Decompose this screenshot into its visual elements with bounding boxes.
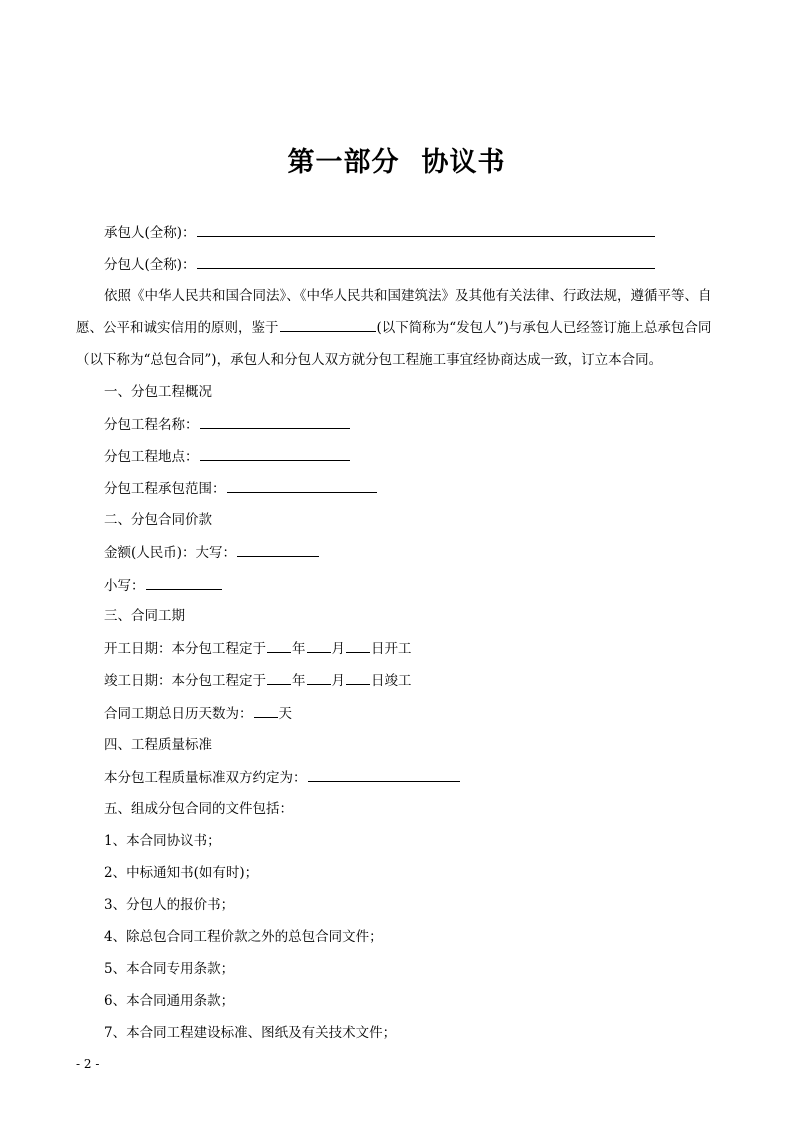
- subcontractor-blank: [197, 254, 655, 269]
- document-list-item: 7、本合同工程建设标准、图纸及有关技术文件；: [104, 1025, 397, 1041]
- start-month-label: 月: [331, 641, 345, 657]
- project-location-blank: [200, 446, 350, 461]
- intro-text-2: (以下简称为“发包人”)与承包人已经签订施上总承包合同（以下称为“总包合同”)，承包人和分包人双方就分包工程施工事宜经协商达成一致，订立本合同。: [76, 320, 712, 368]
- project-scope-blank: [227, 478, 377, 493]
- page-title: [0, 140, 793, 179]
- amount-figures-label: 小写：: [104, 578, 145, 594]
- subcontractor-label: 分包人(全称)：: [104, 257, 196, 273]
- project-scope-line: [104, 478, 378, 499]
- end-date-prefix: 竣工日期：本分包工程定于: [104, 673, 266, 689]
- amount-figures-line: [104, 575, 223, 596]
- quality-blank: [308, 767, 460, 782]
- intro-paragraph: [76, 280, 726, 376]
- quality-label: 本分包工程质量标准双方约定为：: [104, 770, 307, 786]
- end-year-blank: [267, 670, 291, 685]
- quality-line: [104, 767, 461, 788]
- document-list-item: 4、除总包合同工程价款之外的总包合同文件；: [104, 929, 383, 945]
- amount-line: [104, 542, 320, 563]
- section5-heading: 五、组成分包合同的文件包括：: [104, 801, 293, 817]
- amount-figures-blank: [146, 575, 222, 590]
- contractor-blank: [197, 222, 655, 237]
- amount-words-blank: [237, 542, 319, 557]
- start-month-blank: [307, 638, 331, 653]
- subcontractor-line: [104, 254, 656, 275]
- project-name-line: [104, 414, 351, 435]
- project-location-label: 分包工程地点：: [104, 449, 199, 465]
- start-day-blank: [346, 638, 370, 653]
- section2-heading: 二、分包合同价款: [104, 512, 212, 528]
- page-number: - 2 -: [76, 1057, 100, 1071]
- start-date-line: [104, 638, 412, 659]
- intro-text-1: 依照《中华人民共和国合同法》、《中华人民共和国建筑法》及其他有关法律、行政法规，遵循平等、自愿、公平和诚实信用的原则，鉴于: [76, 288, 712, 336]
- duration-blank: [254, 703, 278, 718]
- document-list-item: 2、中标通知书(如有时)；: [104, 865, 259, 881]
- section4-heading: 四、工程质量标准: [104, 737, 212, 753]
- amount-label: 金额(人民币)：大写：: [104, 545, 237, 561]
- end-month-label: 月: [331, 673, 345, 689]
- project-name-label: 分包工程名称：: [104, 417, 199, 433]
- start-year-label: 年: [292, 641, 306, 657]
- duration-prefix: 合同工期总日历天数为：: [104, 706, 253, 722]
- start-year-blank: [267, 638, 291, 653]
- section3-heading: 三、合同工期: [104, 608, 185, 624]
- contractor-line: [104, 222, 656, 243]
- contractor-label: 承包人(全称)：: [104, 225, 196, 241]
- start-date-suffix: 日开工: [371, 641, 412, 657]
- end-month-blank: [307, 670, 331, 685]
- document-list-item: 6、本合同通用条款；: [104, 993, 235, 1009]
- end-day-blank: [346, 670, 370, 685]
- employer-blank: [280, 317, 376, 332]
- document-list-item: 3、分包人的报价书；: [104, 897, 235, 913]
- end-date-line: [104, 670, 412, 691]
- title-name: 协议书: [421, 147, 506, 178]
- project-location-line: [104, 446, 351, 467]
- section1-heading: 一、分包工程概况: [104, 384, 212, 400]
- title-part: 第一部分: [287, 147, 400, 178]
- project-scope-label: 分包工程承包范围：: [104, 481, 226, 497]
- end-year-label: 年: [292, 673, 306, 689]
- start-date-prefix: 开工日期：本分包工程定于: [104, 641, 266, 657]
- document-list-item: 5、本合同专用条款；: [104, 961, 235, 977]
- duration-suffix: 天: [278, 706, 292, 722]
- document-list-item: 1、本合同协议书；: [104, 833, 221, 849]
- duration-line: [104, 703, 292, 724]
- project-name-blank: [200, 414, 350, 429]
- end-date-suffix: 日竣工: [371, 673, 412, 689]
